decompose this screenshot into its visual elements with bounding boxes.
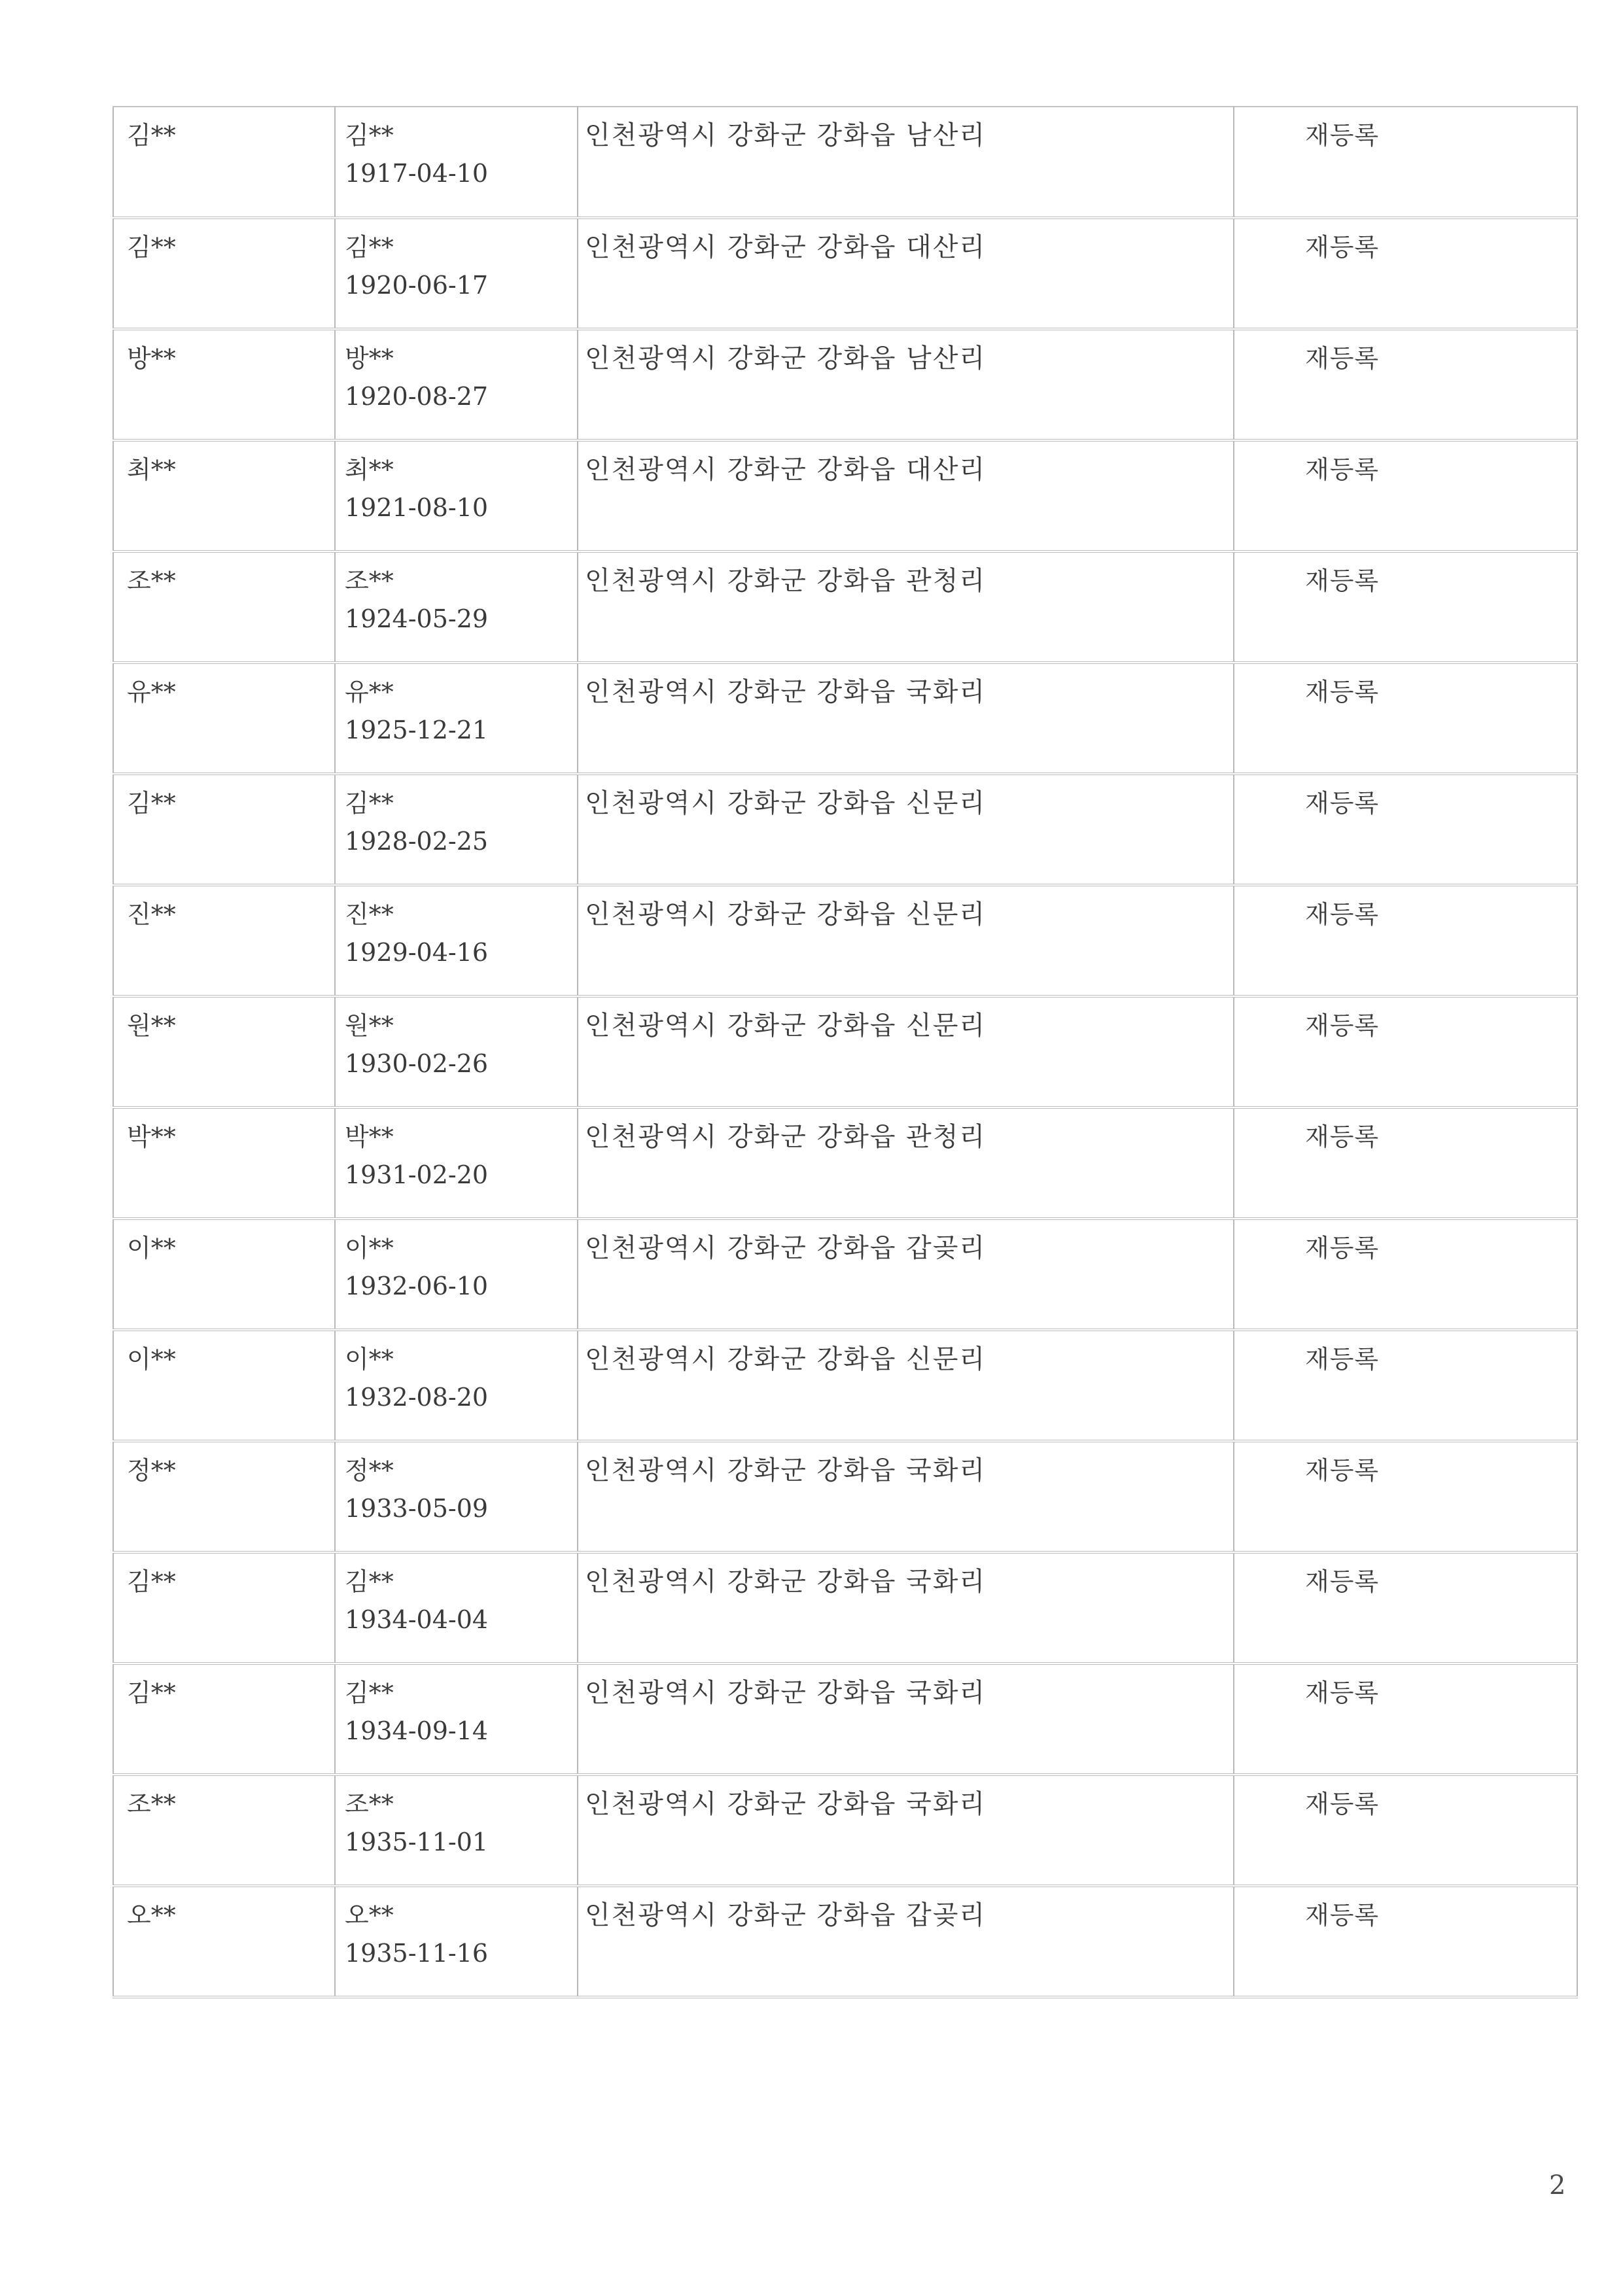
counterpart-cell: [335, 329, 578, 440]
table-row: [113, 1663, 1577, 1775]
table-row: [113, 107, 1577, 218]
name-cell: 방**: [113, 329, 335, 440]
name-cell: 김**: [113, 107, 335, 218]
counterpart-name: 김**: [345, 1679, 394, 1707]
status-cell: 재등록: [1234, 774, 1577, 885]
counterpart-name: 김**: [345, 1567, 394, 1596]
name-cell: 김**: [113, 1663, 335, 1775]
counterpart-name: 오**: [345, 1901, 394, 1930]
records-table-body: [113, 107, 1577, 1997]
counterpart-name: 김**: [345, 121, 394, 150]
date-text: 1934-04-04: [345, 1605, 489, 1634]
status-cell: 재등록: [1234, 218, 1577, 329]
counterpart-name: 조**: [345, 566, 394, 595]
name-cell: 이**: [113, 1219, 335, 1330]
address-cell: 인천광역시 강화군 강화읍 남산리: [578, 329, 1234, 440]
table-row: [113, 551, 1577, 663]
status-cell: 재등록: [1234, 885, 1577, 996]
status-cell: 재등록: [1234, 663, 1577, 774]
table-row: [113, 774, 1577, 885]
counterpart-cell: [335, 440, 578, 551]
address-cell: 인천광역시 강화군 강화읍 신문리: [578, 885, 1234, 996]
name-cell: 조**: [113, 1775, 335, 1886]
status-cell: 재등록: [1234, 440, 1577, 551]
counterpart-cell: [335, 1219, 578, 1330]
name-cell: 오**: [113, 1886, 335, 1997]
address-cell: 인천광역시 강화군 강화읍 신문리: [578, 1330, 1234, 1441]
counterpart-cell: [335, 885, 578, 996]
status-cell: 재등록: [1234, 1775, 1577, 1886]
status-cell: 재등록: [1234, 551, 1577, 663]
page-number: 2: [1549, 2170, 1566, 2200]
name-cell: 김**: [113, 1552, 335, 1663]
address-cell: 인천광역시 강화군 강화읍 신문리: [578, 996, 1234, 1107]
counterpart-name: 이**: [345, 1345, 394, 1374]
date-text: 1930-02-26: [345, 1049, 489, 1078]
date-text: 1925-12-21: [345, 716, 489, 744]
date-text: 1933-05-09: [345, 1494, 489, 1523]
address-cell: 인천광역시 강화군 강화읍 남산리: [578, 107, 1234, 218]
table-row: [113, 1330, 1577, 1441]
table-row: [113, 1219, 1577, 1330]
date-text: 1935-11-01: [345, 1828, 489, 1856]
date-text: 1920-08-27: [345, 382, 489, 411]
address-cell: 인천광역시 강화군 강화읍 국화리: [578, 663, 1234, 774]
counterpart-name: 정**: [345, 1456, 394, 1485]
counterpart-cell: [335, 1663, 578, 1775]
status-cell: 재등록: [1234, 1886, 1577, 1997]
counterpart-cell: [335, 1330, 578, 1441]
status-cell: 재등록: [1234, 1330, 1577, 1441]
counterpart-cell: [335, 1552, 578, 1663]
counterpart-name: 이**: [345, 1234, 394, 1262]
address-cell: 인천광역시 강화군 강화읍 대산리: [578, 218, 1234, 329]
table-row: [113, 218, 1577, 329]
table-row: [113, 329, 1577, 440]
name-cell: 박**: [113, 1107, 335, 1219]
records-table: [113, 106, 1578, 1998]
table-row: [113, 1107, 1577, 1219]
address-cell: 인천광역시 강화군 강화읍 대산리: [578, 440, 1234, 551]
name-cell: 유**: [113, 663, 335, 774]
counterpart-cell: [335, 996, 578, 1107]
name-cell: 이**: [113, 1330, 335, 1441]
name-cell: 진**: [113, 885, 335, 996]
date-text: 1917-04-10: [345, 159, 489, 188]
address-cell: 인천광역시 강화군 강화읍 국화리: [578, 1441, 1234, 1552]
counterpart-cell: [335, 1441, 578, 1552]
date-text: 1932-08-20: [345, 1383, 489, 1412]
table-row: [113, 1886, 1577, 1997]
counterpart-cell: [335, 218, 578, 329]
date-text: 1920-06-17: [345, 271, 489, 300]
counterpart-name: 진**: [345, 900, 394, 929]
status-cell: 재등록: [1234, 1219, 1577, 1330]
address-cell: 인천광역시 강화군 강화읍 국화리: [578, 1552, 1234, 1663]
table-row: [113, 663, 1577, 774]
counterpart-name: 방**: [345, 344, 394, 373]
date-text: 1924-05-29: [345, 604, 489, 633]
counterpart-cell: [335, 551, 578, 663]
table-row: [113, 996, 1577, 1107]
table-row: [113, 885, 1577, 996]
counterpart-cell: [335, 1107, 578, 1219]
table-row: [113, 1552, 1577, 1663]
address-cell: 인천광역시 강화군 강화읍 관청리: [578, 551, 1234, 663]
table-row: [113, 1775, 1577, 1886]
date-text: 1921-08-10: [345, 493, 489, 522]
address-cell: 인천광역시 강화군 강화읍 갑곶리: [578, 1219, 1234, 1330]
status-cell: 재등록: [1234, 996, 1577, 1107]
counterpart-cell: [335, 774, 578, 885]
counterpart-name: 김**: [345, 789, 394, 818]
table-row: [113, 440, 1577, 551]
status-cell: 재등록: [1234, 1441, 1577, 1552]
table-row: [113, 1441, 1577, 1552]
counterpart-name: 유**: [345, 678, 394, 706]
name-cell: 최**: [113, 440, 335, 551]
counterpart-name: 원**: [345, 1011, 394, 1040]
address-cell: 인천광역시 강화군 강화읍 신문리: [578, 774, 1234, 885]
address-cell: 인천광역시 강화군 강화읍 국화리: [578, 1775, 1234, 1886]
name-cell: 조**: [113, 551, 335, 663]
date-text: 1934-09-14: [345, 1716, 489, 1745]
counterpart-cell: [335, 107, 578, 218]
address-cell: 인천광역시 강화군 강화읍 관청리: [578, 1107, 1234, 1219]
counterpart-name: 김**: [345, 233, 394, 262]
date-text: 1932-06-10: [345, 1272, 489, 1300]
status-cell: 재등록: [1234, 1552, 1577, 1663]
counterpart-name: 박**: [345, 1122, 394, 1151]
counterpart-cell: [335, 1886, 578, 1997]
status-cell: 재등록: [1234, 107, 1577, 218]
counterpart-cell: [335, 663, 578, 774]
status-cell: 재등록: [1234, 329, 1577, 440]
address-cell: 인천광역시 강화군 강화읍 갑곶리: [578, 1886, 1234, 1997]
status-cell: 재등록: [1234, 1663, 1577, 1775]
counterpart-cell: [335, 1775, 578, 1886]
counterpart-name: 최**: [345, 455, 394, 484]
name-cell: 김**: [113, 218, 335, 329]
status-cell: 재등록: [1234, 1107, 1577, 1219]
counterpart-name: 조**: [345, 1790, 394, 1818]
date-text: 1929-04-16: [345, 938, 489, 967]
name-cell: 김**: [113, 774, 335, 885]
date-text: 1928-02-25: [345, 827, 489, 856]
date-text: 1935-11-16: [345, 1939, 489, 1968]
name-cell: 원**: [113, 996, 335, 1107]
address-cell: 인천광역시 강화군 강화읍 국화리: [578, 1663, 1234, 1775]
name-cell: 정**: [113, 1441, 335, 1552]
date-text: 1931-02-20: [345, 1160, 489, 1189]
